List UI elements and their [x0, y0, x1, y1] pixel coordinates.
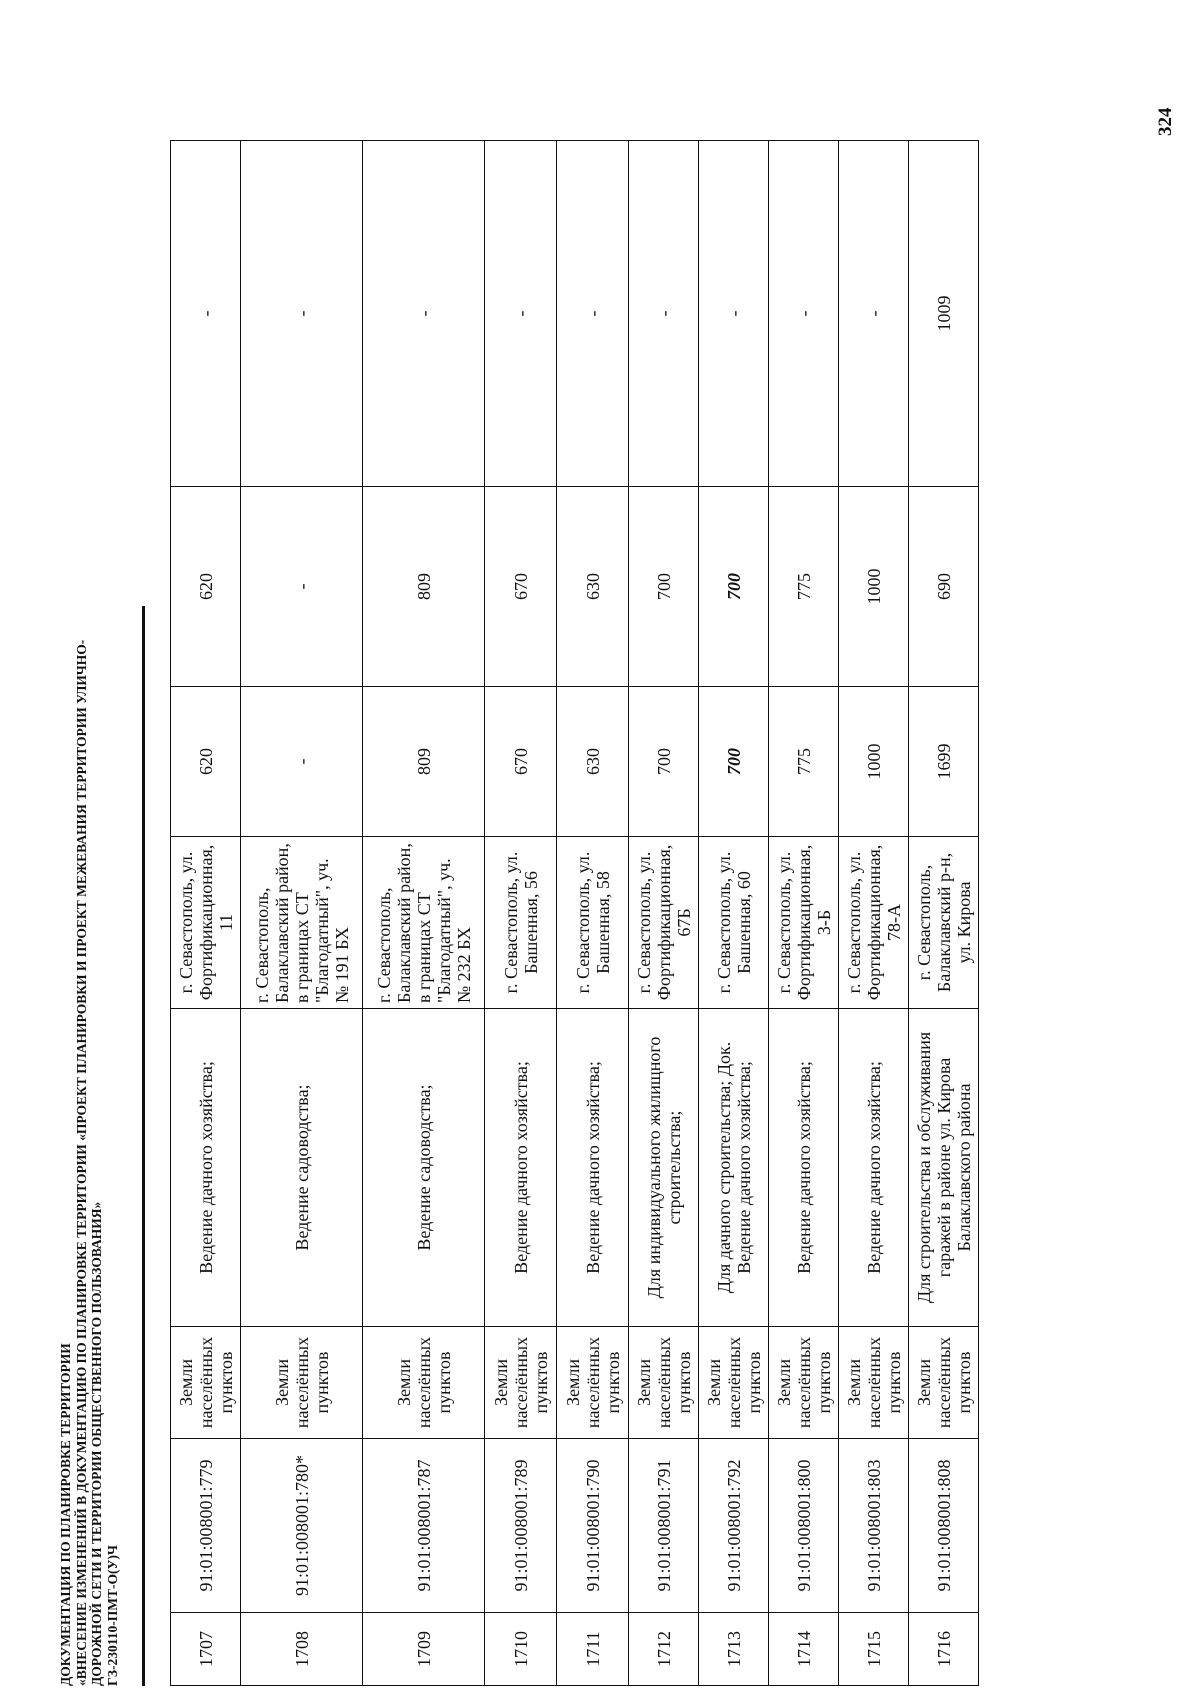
header-line-3: ДОРОЖНОЙ СЕТИ И ТЕРРИТОРИИ ОБЩЕСТВЕННОГО ПОЛЬЗОВАНИЯ»	[89, 1201, 104, 1686]
area-value: -	[699, 141, 769, 487]
area-value: 670	[485, 487, 557, 687]
area-value: 670	[485, 687, 557, 837]
permitted-use: Для индивидуального жилищного строительства;	[629, 1009, 699, 1327]
area-value: 700	[699, 487, 769, 687]
land-category: Земли населённых пунктов	[241, 1327, 363, 1439]
cadastral-number: 91:01:008001:792	[699, 1439, 769, 1613]
land-category: Земли населённых пунктов	[629, 1327, 699, 1439]
address: г. Севастополь, ул. Башенная, 56	[485, 837, 557, 1009]
address: г. Севастополь, Балаклавский район, в границах СТ "Благодатный", уч.№ 191 БХ	[241, 837, 363, 1009]
address: г. Севастополь, ул. Фортификационная, 11	[171, 837, 241, 1009]
address: г. Севастополь, ул. Фортификационная, 67Б	[629, 837, 699, 1009]
area-value: 690	[909, 487, 979, 687]
header-line-1: ДОКУМЕНТАЦИЯ ПО ПЛАНИРОВКЕ ТЕРРИТОРИИ	[58, 1343, 73, 1686]
cadastral-number: 91:01:008001:808	[909, 1439, 979, 1613]
table-row	[909, 141, 979, 1686]
table-row	[363, 141, 485, 1686]
area-value: 809	[363, 487, 485, 687]
row-number: 1709	[363, 1613, 485, 1686]
document-header	[58, 126, 120, 1686]
table-row	[769, 141, 839, 1686]
row-number: 1712	[629, 1613, 699, 1686]
permitted-use: Ведение дачного хозяйства;	[171, 1009, 241, 1327]
land-category: Земли населённых пунктов	[909, 1327, 979, 1439]
area-value: -	[241, 687, 363, 837]
permitted-use: Ведение дачного хозяйства;	[839, 1009, 909, 1327]
area-value: -	[629, 141, 699, 487]
area-value: 700	[629, 487, 699, 687]
permitted-use: Для дачного строительства; Док. Ведение дачного хозяйства;	[699, 1009, 769, 1327]
land-category: Земли населённых пунктов	[839, 1327, 909, 1439]
area-value: -	[241, 141, 363, 487]
row-number: 1710	[485, 1613, 557, 1686]
area-value: 620	[171, 487, 241, 687]
area-value: -	[485, 141, 557, 487]
area-value: 630	[557, 487, 629, 687]
land-category: Земли населённых пунктов	[363, 1327, 485, 1439]
area-value: 700	[629, 687, 699, 837]
land-category: Земли населённых пунктов	[171, 1327, 241, 1439]
table-row	[839, 141, 909, 1686]
header-line-4: ГЗ-230110-ПМТ-О(У)Ч	[104, 1545, 120, 1686]
area-value: 809	[363, 687, 485, 837]
area-value: 775	[769, 487, 839, 687]
row-number: 1715	[839, 1613, 909, 1686]
address: г. Севастополь, ул. Фортификационная, 78-А	[839, 837, 909, 1009]
area-value: -	[241, 487, 363, 687]
permitted-use: Ведение садоводства;	[363, 1009, 485, 1327]
land-category: Земли населённых пунктов	[557, 1327, 629, 1439]
cadastral-number: 91:01:008001:800	[769, 1439, 839, 1613]
table-row	[629, 141, 699, 1686]
land-plots-table	[170, 140, 979, 1686]
area-value: 620	[171, 687, 241, 837]
area-value: -	[769, 141, 839, 487]
cadastral-number: 91:01:008001:791	[629, 1439, 699, 1613]
address: г. Севастополь, ул. Башенная, 60	[699, 837, 769, 1009]
table-row	[241, 141, 363, 1686]
address: г. Севастополь, Балаклавский р-н, ул. Кирова	[909, 837, 979, 1009]
permitted-use: Ведение дачного хозяйства;	[769, 1009, 839, 1327]
area-value: -	[171, 141, 241, 487]
table-row	[485, 141, 557, 1686]
area-value: -	[557, 141, 629, 487]
area-value: 1000	[839, 487, 909, 687]
cadastral-number: 91:01:008001:803	[839, 1439, 909, 1613]
address: г. Севастополь, ул. Фортификационная, 3-Б	[769, 837, 839, 1009]
cadastral-number: 91:01:008001:790	[557, 1439, 629, 1613]
permitted-use: Ведение дачного хозяйства;	[485, 1009, 557, 1327]
permitted-use: Ведение садоводства;	[241, 1009, 363, 1327]
table-row	[699, 141, 769, 1686]
row-number: 1716	[909, 1613, 979, 1686]
table-row	[557, 141, 629, 1686]
land-category: Земли населённых пунктов	[769, 1327, 839, 1439]
row-number: 1707	[171, 1613, 241, 1686]
permitted-use: Для строительства и обслуживания гаражей в районе ул. Кирова Балаклавского района	[909, 1009, 979, 1327]
table-row	[171, 141, 241, 1686]
address: г. Севастополь, Балаклавский район, в границах СТ "Благодатный", уч. № 232 БХ	[363, 837, 485, 1009]
page-number: 324	[1155, 107, 1176, 136]
row-number: 1711	[557, 1613, 629, 1686]
area-value: -	[363, 141, 485, 487]
row-number: 1713	[699, 1613, 769, 1686]
row-number: 1708	[241, 1613, 363, 1686]
cadastral-number: 91:01:008001:779	[171, 1439, 241, 1613]
area-value: 1000	[839, 687, 909, 837]
cadastral-number: 91:01:008001:780*	[241, 1439, 363, 1613]
land-category: Земли населённых пунктов	[485, 1327, 557, 1439]
land-category: Земли населённых пунктов	[699, 1327, 769, 1439]
cadastral-number: 91:01:008001:789	[485, 1439, 557, 1613]
header-divider	[142, 606, 145, 1686]
header-line-2: «ВНЕСЕНИЕ ИЗМЕНЕНИЙ В ДОКУМЕНТАЦИЮ ПО ПЛАНИРОВКЕ ТЕРРИТОРИИ «ПРОЕКТ ПЛАНИРОВКИ И ПРОЕКТ МЕЖЕВАНИЯ ТЕРРИТОРИИ УЛИЧНО-	[73, 639, 89, 1686]
row-number: 1714	[769, 1613, 839, 1686]
area-value: 1009	[909, 141, 979, 487]
cadastral-number: 91:01:008001:787	[363, 1439, 485, 1613]
permitted-use: Ведение дачного хозяйства;	[557, 1009, 629, 1327]
area-value: -	[839, 141, 909, 487]
area-value: 700	[699, 687, 769, 837]
area-value: 775	[769, 687, 839, 837]
area-value: 630	[557, 687, 629, 837]
area-value: 1699	[909, 687, 979, 837]
address: г. Севастополь, ул. Башенная, 58	[557, 837, 629, 1009]
